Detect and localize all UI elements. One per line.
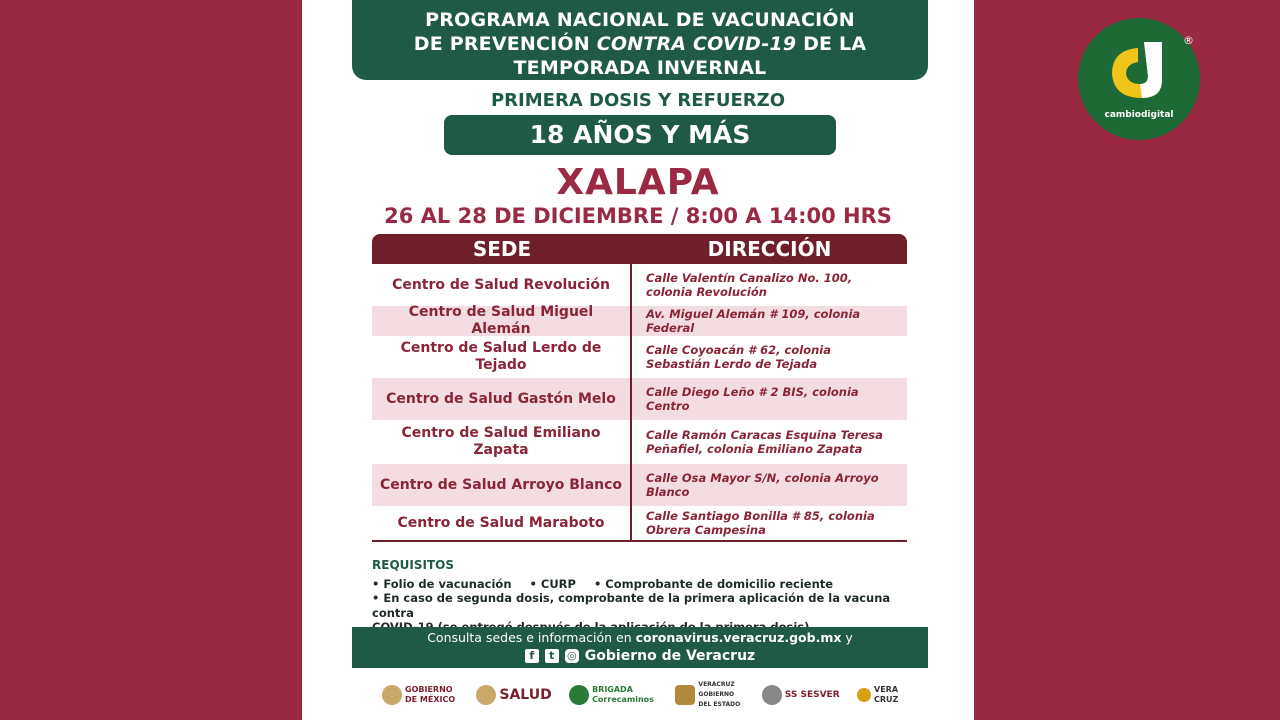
veracruz-shield-icon <box>675 685 695 705</box>
banner-line2-b: CONTRA COVID-19 <box>596 33 797 55</box>
eagle-seal-icon <box>382 685 402 705</box>
requirements-title: REQUISITOS <box>372 558 454 572</box>
site-address: Calle Osa Mayor S/N, colonia Arroyo Blanco <box>646 471 879 499</box>
sesver-seal-icon <box>762 685 782 705</box>
cambiodigital-logo <box>1078 18 1200 140</box>
logo-sesver-text: SS SESVER <box>784 690 840 700</box>
dates-hours: 26 AL 28 DE DICIEMBRE / 8:00 A 14:00 HRS <box>384 204 892 228</box>
age-pill: 18 AÑOS Y MÁS <box>444 115 836 155</box>
sponsor-logos <box>382 680 902 710</box>
table-row <box>372 306 907 336</box>
table-row <box>372 378 907 420</box>
banner-line2-c: DE LA <box>796 33 867 55</box>
vaccination-poster <box>302 0 974 720</box>
site-name: Centro de Salud Gastón Melo <box>372 378 632 420</box>
brand-name: cambiodigital <box>1104 110 1174 120</box>
table-row <box>372 464 907 506</box>
dose-subtitle: PRIMERA DOSIS Y REFUERZO <box>490 90 786 111</box>
site-address: Calle Santiago Bonilla # 85, colonia Obrera Campesina <box>646 509 875 537</box>
logo-gobierno-mexico <box>382 685 459 705</box>
site-address: Calle Diego Leño # 2 BIS, colonia Centro <box>646 385 859 413</box>
site-name: Centro de Salud Revolución <box>372 264 632 306</box>
city-title: XALAPA <box>556 162 720 203</box>
program-banner <box>352 0 928 80</box>
logo-veracruz-text: VERACRUZ GOBIERNO DEL ESTADO <box>698 681 741 708</box>
site-address: Calle Valentín Canalizo No. 100, colonia Revolución <box>646 271 853 299</box>
table-row <box>372 264 907 306</box>
veracruz-flower-icon <box>857 688 871 702</box>
site-address: Calle Ramón Caracas Esquina Teresa Peñafiel, colonia Emiliano Zapata <box>646 428 883 456</box>
site-name: Centro de Salud Arroyo Blanco <box>372 464 632 506</box>
logo-brigada <box>569 685 658 705</box>
table-row <box>372 420 907 464</box>
logo-salud <box>476 685 551 705</box>
banner-line2 <box>352 32 928 56</box>
site-name: Centro de Salud Lerdo de Tejado <box>372 336 632 378</box>
site-address: Av. Miguel Alemán # 109, colonia Federal <box>646 307 861 335</box>
table-row <box>372 336 907 378</box>
header-direccion: DIRECCIÓN <box>707 237 832 261</box>
requirements-line2: • En caso de segunda dosis, comprobante de la primera aplicación de la vacuna contra <box>372 591 891 620</box>
footer-info <box>352 627 928 645</box>
logo-salud-text: SALUD <box>499 687 552 703</box>
logo-veracruz <box>675 680 744 710</box>
banner-line1: PROGRAMA NACIONAL DE VACUNACIÓN <box>425 9 855 31</box>
req-domicilio: • Comprobante de domicilio reciente <box>593 576 834 591</box>
banner-line3: TEMPORADA INVERNAL <box>513 57 767 79</box>
site-address: Calle Coyoacán # 62, colonia Sebastián Lerdo de Tejada <box>646 343 831 371</box>
site-name: Centro de Salud Miguel Alemán <box>372 306 632 336</box>
roadrunner-icon <box>569 685 589 705</box>
footer-url[interactable]: coronavirus.veracruz.gob.mx <box>635 630 842 645</box>
facebook-icon[interactable]: f <box>525 649 539 663</box>
req-curp: • CURP <box>529 576 576 591</box>
header-sede: SEDE <box>472 237 532 261</box>
requirements-line1 <box>372 577 907 592</box>
footer-text-b: y <box>841 630 853 645</box>
banner-line2-a: DE PREVENCIÓN <box>413 33 597 55</box>
site-name: Centro de Salud Maraboto <box>372 506 632 540</box>
table-header <box>372 234 907 264</box>
requirements <box>372 558 907 635</box>
req-folio: • Folio de vacunación <box>372 576 512 591</box>
registered-mark: ® <box>1183 34 1194 47</box>
gov-name: Gobierno de Veracruz <box>584 648 756 664</box>
cambiodigital-mark-icon <box>1104 36 1170 102</box>
twitter-icon[interactable]: t <box>545 649 559 663</box>
footer-social <box>352 648 928 664</box>
instagram-icon[interactable]: ◎ <box>565 649 579 663</box>
footer-text-a: Consulta sedes e información en <box>427 630 636 645</box>
logo-veracruz2 <box>857 685 902 705</box>
info-footer <box>352 627 928 668</box>
logo-gobierno-text: GOBIERNO DE MÉXICO <box>405 685 456 704</box>
salud-seal-icon <box>476 685 496 705</box>
table-row <box>372 506 907 540</box>
site-name: Centro de Salud Emiliano Zapata <box>372 420 632 464</box>
sites-table <box>372 264 907 542</box>
logo-brigada-text: BRIGADA Correcaminos <box>592 685 654 704</box>
logo-veracruz2-text: VERA CRUZ <box>874 685 899 704</box>
logo-sesver <box>762 685 840 705</box>
